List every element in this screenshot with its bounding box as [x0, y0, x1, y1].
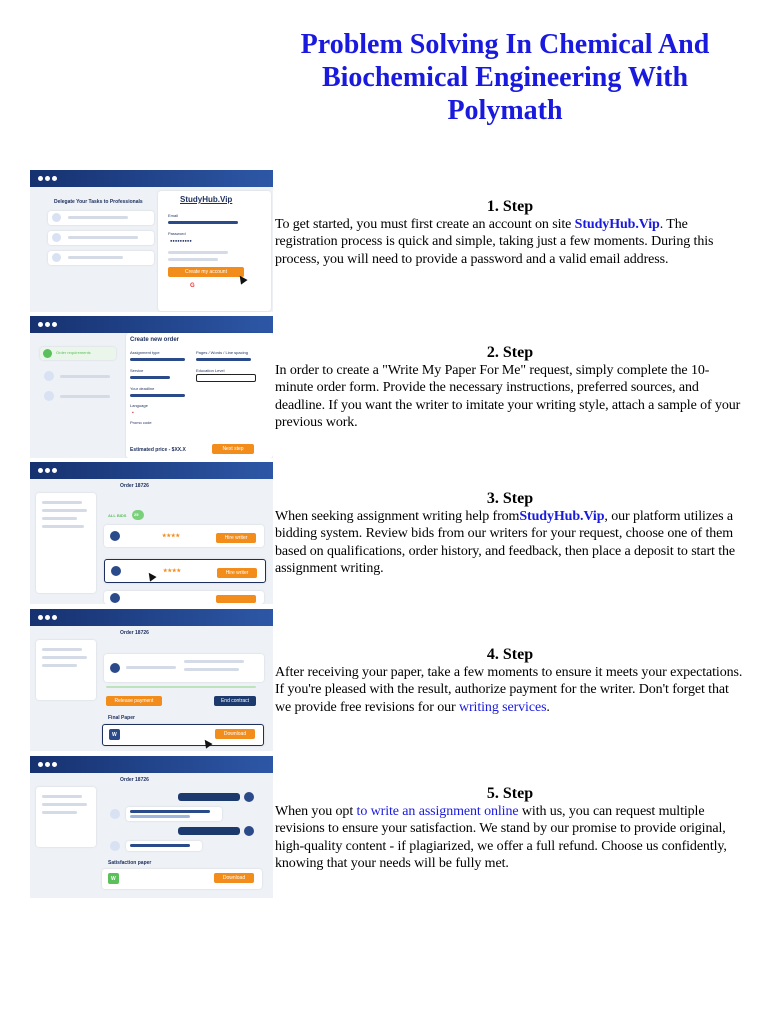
step-text: When you opt to write an assignment online with us, you can request multiple revisions to ensure your satisfaction. We stand by our promise to provide original, high-quality content - if plagiarized, we offer a full refund. Choose us confidently, knowing that your needs will be fully met.	[275, 804, 727, 872]
bid-count: 25	[134, 512, 139, 517]
order-number: Order 18726	[120, 630, 149, 636]
bid-card	[104, 591, 264, 604]
step-1	[30, 170, 745, 312]
window-dot-icon	[52, 468, 57, 473]
satisfaction-paper-label: Satisfaction paper	[108, 860, 152, 866]
final-paper-label: Final Paper	[108, 715, 135, 721]
cursor-icon	[201, 737, 212, 748]
window-dot-icon	[45, 322, 50, 327]
word-doc-icon: W	[112, 732, 117, 738]
estimated-price: Estimated price - $XX.X	[130, 447, 186, 453]
step-heading: 5. Step	[486, 785, 534, 802]
window-dot-icon	[45, 468, 50, 473]
step-3-screenshot: Order 18726 ALL BIDS 25 ★★★★ Hire writer ★★★★ Hire writer	[30, 462, 273, 604]
satisfaction-paper-card	[102, 869, 262, 889]
google-icon: G	[190, 283, 195, 289]
studyhub-link[interactable]: StudyHub.Vip	[574, 217, 660, 232]
step-heading: 2. Step	[486, 344, 534, 361]
window-dot-icon	[38, 762, 43, 767]
brand-logo: StudyHub.Vip	[180, 195, 233, 204]
window-dot-icon	[45, 762, 50, 767]
hire-writer-button[interactable]: Hire writer	[217, 568, 257, 578]
final-paper-card	[102, 724, 264, 746]
step-1-screenshot	[30, 170, 273, 312]
step-text: After receiving your paper, take a few moments to ensure it meets your expectations. If you're pleased with the result, authorize payment for the writer. Don't forget that we provide free revisions for our writing services.	[275, 665, 743, 715]
step-3	[30, 462, 745, 604]
bid-card: ★★★★ Hire writer	[104, 559, 266, 583]
chat-bubble	[178, 827, 240, 835]
order-number: Order 18726	[120, 777, 149, 783]
chat-bubble	[126, 841, 202, 851]
browser-bar	[30, 462, 273, 479]
step-4-screenshot	[30, 609, 273, 751]
cursor-icon	[145, 570, 156, 581]
download-button[interactable]: Download	[215, 729, 255, 739]
end-contract-button[interactable]: End contract	[214, 696, 256, 706]
writing-services-link[interactable]: writing services	[458, 699, 547, 715]
chat-bubble	[126, 807, 222, 821]
write-assignment-link[interactable]: to write an assignment online	[356, 804, 519, 819]
window-dot-icon	[52, 322, 57, 327]
browser-bar	[30, 316, 273, 333]
step-heading: 4. Step	[486, 646, 534, 663]
download-button[interactable]: Download	[214, 873, 254, 883]
signup-card: StudyHub.Vip Email Password ●●●●●●●●● Create my account G	[158, 191, 271, 311]
step-2	[30, 316, 745, 458]
step-5	[30, 756, 745, 898]
window-dot-icon	[52, 615, 57, 620]
form-title: Create new order	[130, 337, 180, 343]
step-text: When seeking assignment writing help fromStudyHub.Vip, our platform utilizes a bidding system. Review bids from our writers for your request, choose one of them based on qualifications, order history, and feedback, then place a deposit to start the assignment writing.	[275, 509, 736, 577]
hire-writer-button[interactable]: Hire writer	[216, 533, 256, 543]
flag-icon: ▪	[132, 410, 134, 416]
step-2-screenshot: Order requirements Create new order Assignment type Pages / Words / Line spacing Service Education Level Your deadline Language ▪ Promo code Estimated price - $XX.X Next step	[30, 316, 273, 458]
step-heading: 3. Step	[486, 490, 534, 507]
step-text: To get started, you must first create an account on site StudyHub.Vip. The registration process is quick and simple, taking just a few moments. During this process, you will need to provide a password and a valid email address.	[275, 217, 714, 267]
password-field[interactable]: ●●●●●●●●●	[170, 238, 192, 243]
delegate-heading: Delegate Your Tasks to Professionals	[54, 199, 143, 205]
step-4	[30, 609, 745, 751]
browser-bar	[30, 170, 273, 187]
step-heading: 1. Step	[486, 198, 534, 215]
window-dot-icon	[52, 176, 57, 181]
order-number: Order 18726	[120, 483, 149, 489]
window-dot-icon	[45, 176, 50, 181]
create-account-button[interactable]: Create my account	[168, 267, 244, 277]
studyhub-link[interactable]: StudyHub.Vip	[519, 509, 605, 524]
window-dot-icon	[52, 762, 57, 767]
release-payment-button[interactable]: Release payment	[106, 696, 162, 706]
word-doc-icon: W	[111, 876, 116, 882]
next-step-button[interactable]: Next step	[212, 444, 254, 454]
window-dot-icon	[45, 615, 50, 620]
window-dot-icon	[38, 615, 43, 620]
browser-bar	[30, 609, 273, 626]
step-5-screenshot	[30, 756, 273, 898]
browser-bar	[30, 756, 273, 773]
window-dot-icon	[38, 468, 43, 473]
chat-bubble	[178, 793, 240, 801]
order-form: Create new order Assignment type Pages / Words / Line spacing Service Education Level Your deadline Language ▪ Promo code Estimated price - $XX.X Next step	[126, 333, 273, 458]
page-title: Problem Solving In Chemical And Biochemical Engineering With Polymath	[300, 29, 710, 126]
step-text: In order to create a "Write My Paper For Me" request, simply complete the 10-minute order form. Provide the necessary instructions, preferred sources, and deadline. If you want the writer to imitate your writing style, attach a sample of your previous work.	[275, 363, 741, 431]
window-dot-icon	[38, 322, 43, 327]
bid-card: ★★★★ Hire writer	[104, 525, 264, 547]
education-select[interactable]	[196, 374, 256, 382]
window-dot-icon	[38, 176, 43, 181]
